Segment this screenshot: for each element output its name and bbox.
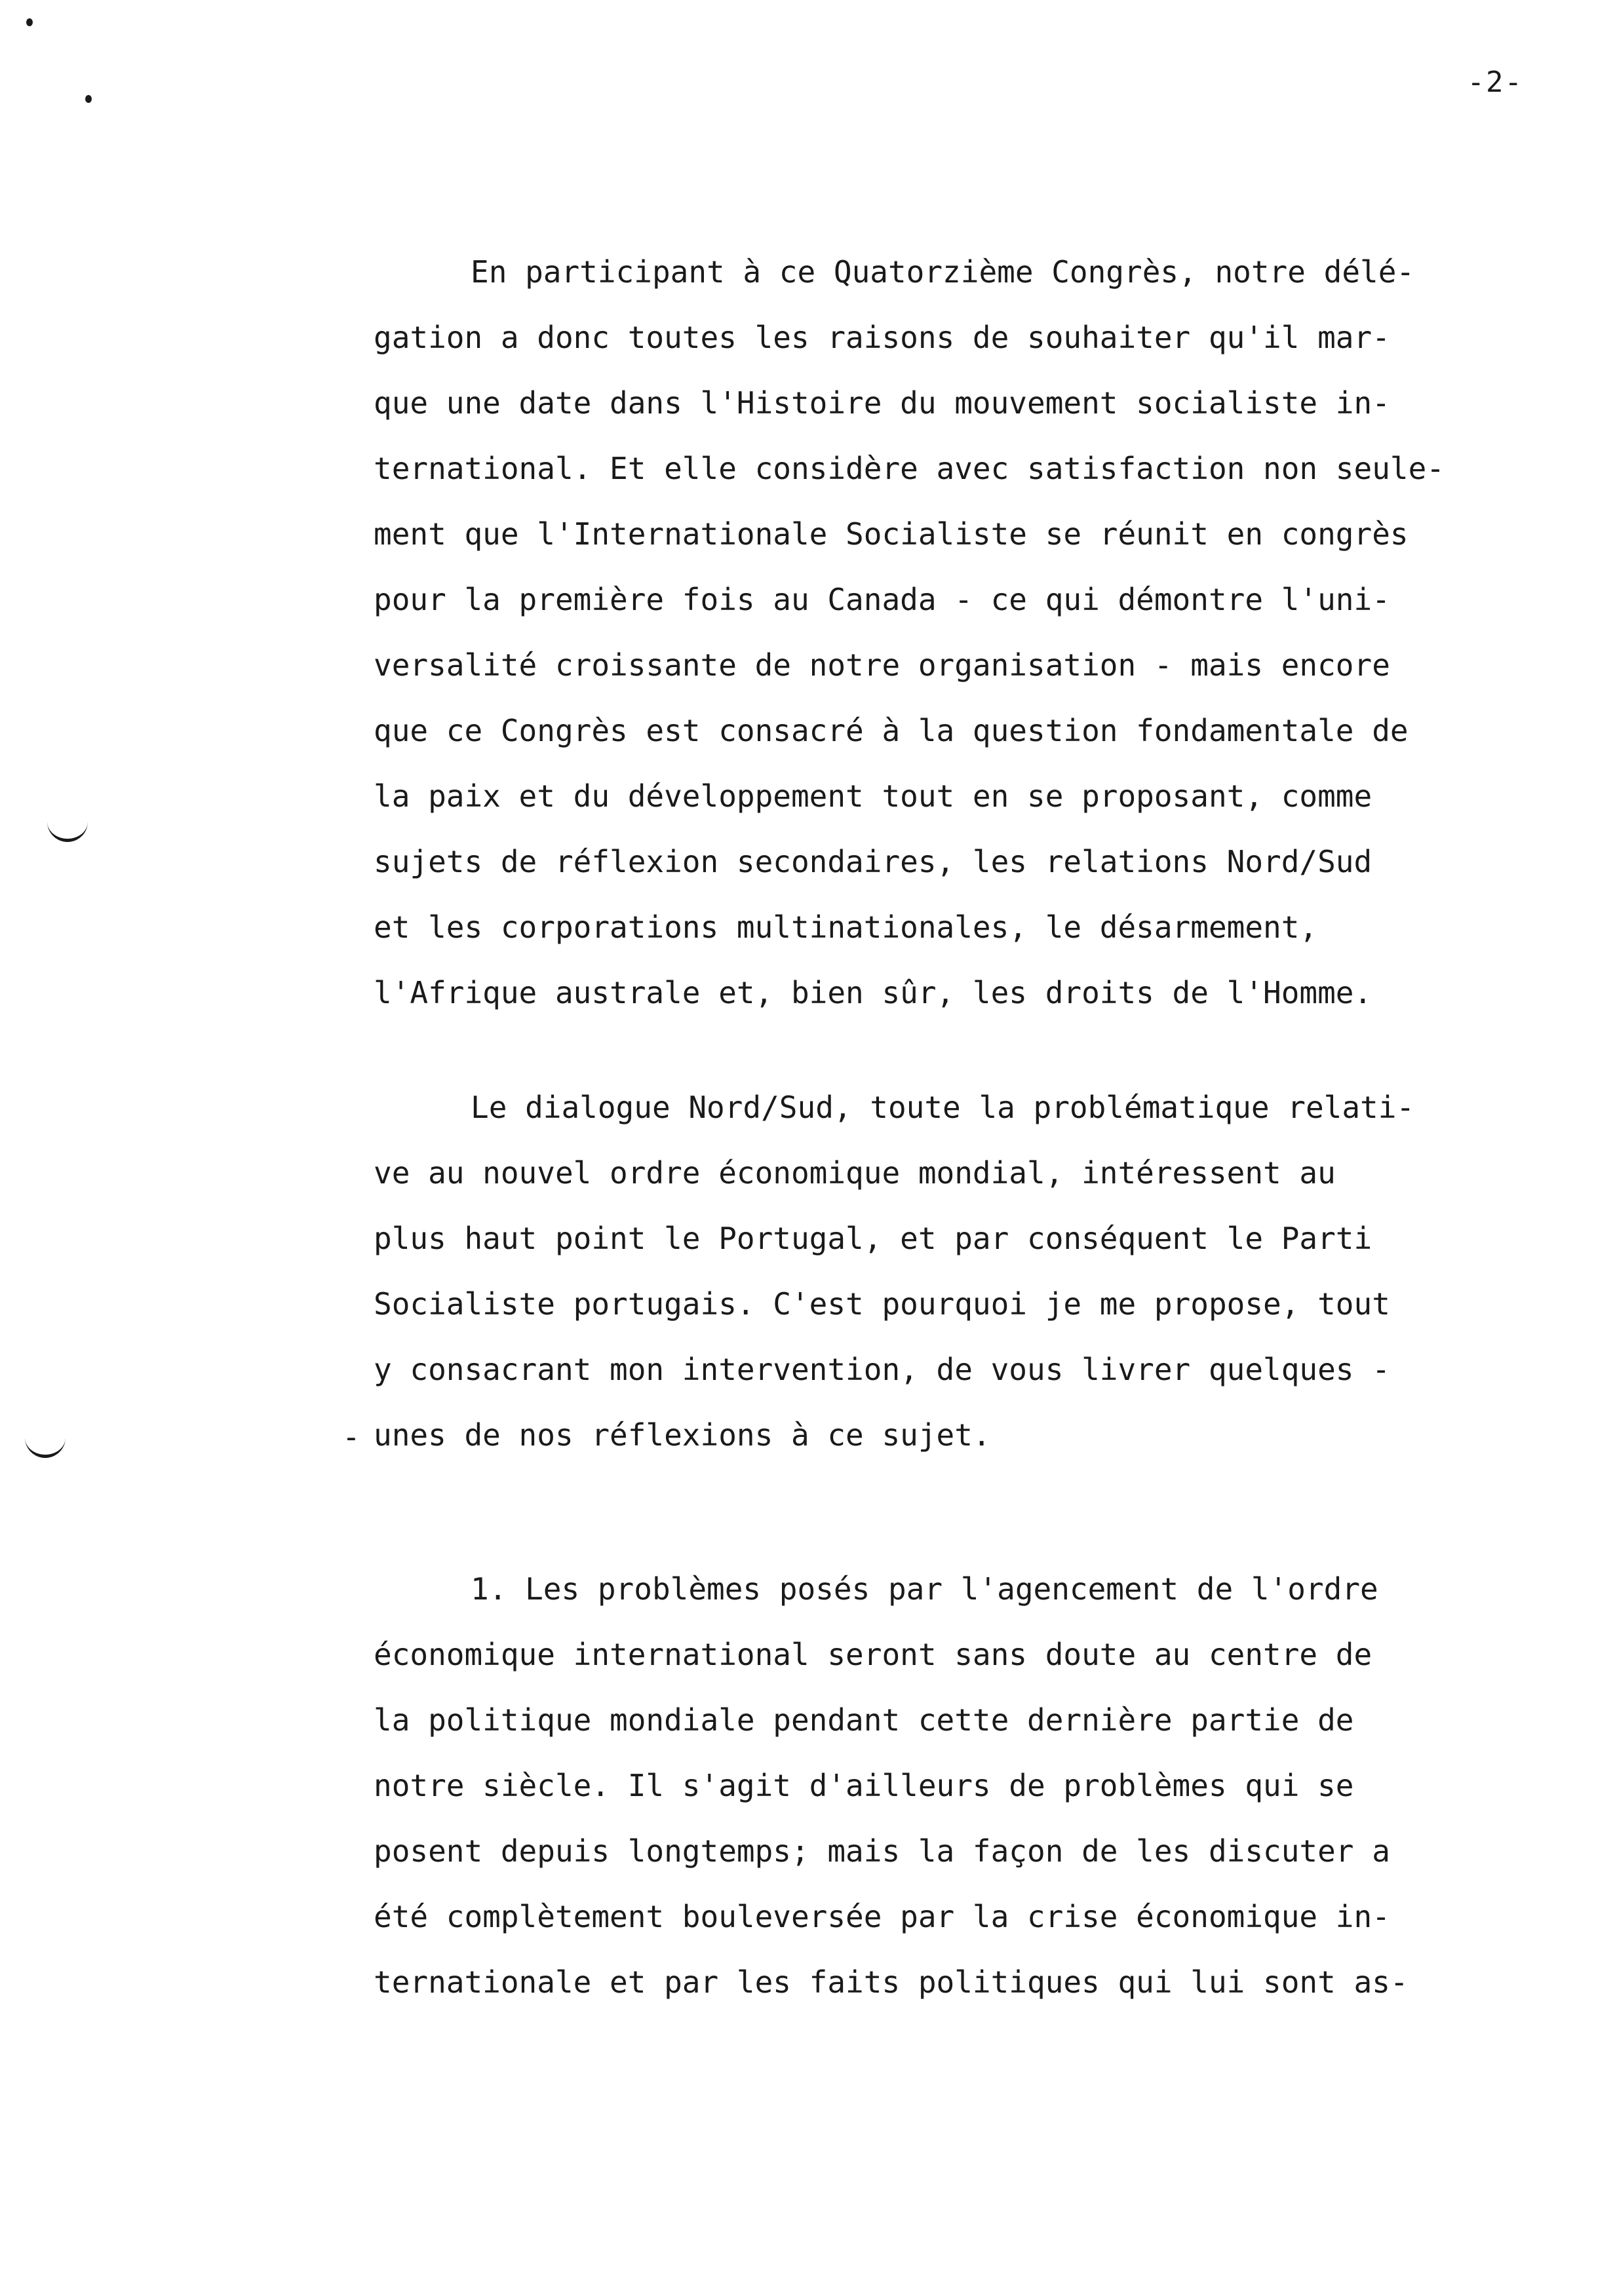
continuation-hyphen: -: [342, 1419, 360, 1455]
text-line: que une date dans l'Histoire du mouvement socialiste in-: [374, 385, 1390, 421]
margin-mark: [47, 813, 88, 842]
text-line: ve au nouvel ordre économique mondial, intéressent au: [374, 1155, 1336, 1191]
text-line: ment que l'Internationale Socialiste se réunit en congrès: [374, 516, 1409, 552]
paragraph-intro: [374, 239, 1527, 1025]
punch-dot: [26, 18, 33, 26]
text-line: plus haut point le Portugal, et par conséquent le Parti: [374, 1221, 1372, 1256]
paragraph-section-1: [374, 1556, 1527, 2015]
text-line: y consacrant mon intervention, de vous livrer quelques -: [374, 1352, 1390, 1387]
text-line: gation a donc toutes les raisons de souhaiter qu'il mar-: [374, 320, 1390, 355]
text-line: ternationale et par les faits politiques qui lui sont as-: [374, 1964, 1409, 2000]
text-line: versalité croissante de notre organisation - mais encore: [374, 647, 1390, 683]
text-line: la paix et du développement tout en se proposant, comme: [374, 778, 1372, 814]
text-line: Le dialogue Nord/Sud, toute la problématique relati-: [471, 1090, 1415, 1125]
text-line: sujets de réflexion secondaires, les relations Nord/Sud: [374, 844, 1372, 879]
paragraph-dialogue: [374, 1075, 1527, 1468]
text-line: été complètement bouleversée par la crise économique in-: [374, 1899, 1390, 1934]
text-line: Socialiste portugais. C'est pourquoi je me propose, tout: [374, 1286, 1390, 1322]
margin-mark: [25, 1428, 66, 1458]
page-number: -2-: [1467, 66, 1523, 99]
text-line: pour la première fois au Canada - ce qui démontre l'uni-: [374, 582, 1390, 617]
text-line: économique international seront sans doute au centre de: [374, 1637, 1372, 1672]
punch-dot: [85, 95, 92, 103]
text-line: notre siècle. Il s'agit d'ailleurs de problèmes qui se: [374, 1768, 1354, 1803]
text-line: unes de nos réflexions à ce sujet.: [374, 1417, 991, 1453]
text-line: et les corporations multinationales, le désarmement,: [374, 909, 1318, 945]
text-line: 1. Les problèmes posés par l'agencement de l'ordre: [471, 1571, 1378, 1607]
text-line: l'Afrique australe et, bien sûr, les droits de l'Homme.: [374, 975, 1372, 1010]
text-line: posent depuis longtemps; mais la façon de les discuter a: [374, 1833, 1390, 1869]
text-line: ternational. Et elle considère avec satisfaction non seule-: [374, 451, 1445, 486]
text-line: la politique mondiale pendant cette dernière partie de: [374, 1702, 1354, 1738]
text-line: que ce Congrès est consacré à la question fondamentale de: [374, 713, 1409, 748]
text-line: En participant à ce Quatorzième Congrès, notre délé-: [471, 254, 1415, 290]
